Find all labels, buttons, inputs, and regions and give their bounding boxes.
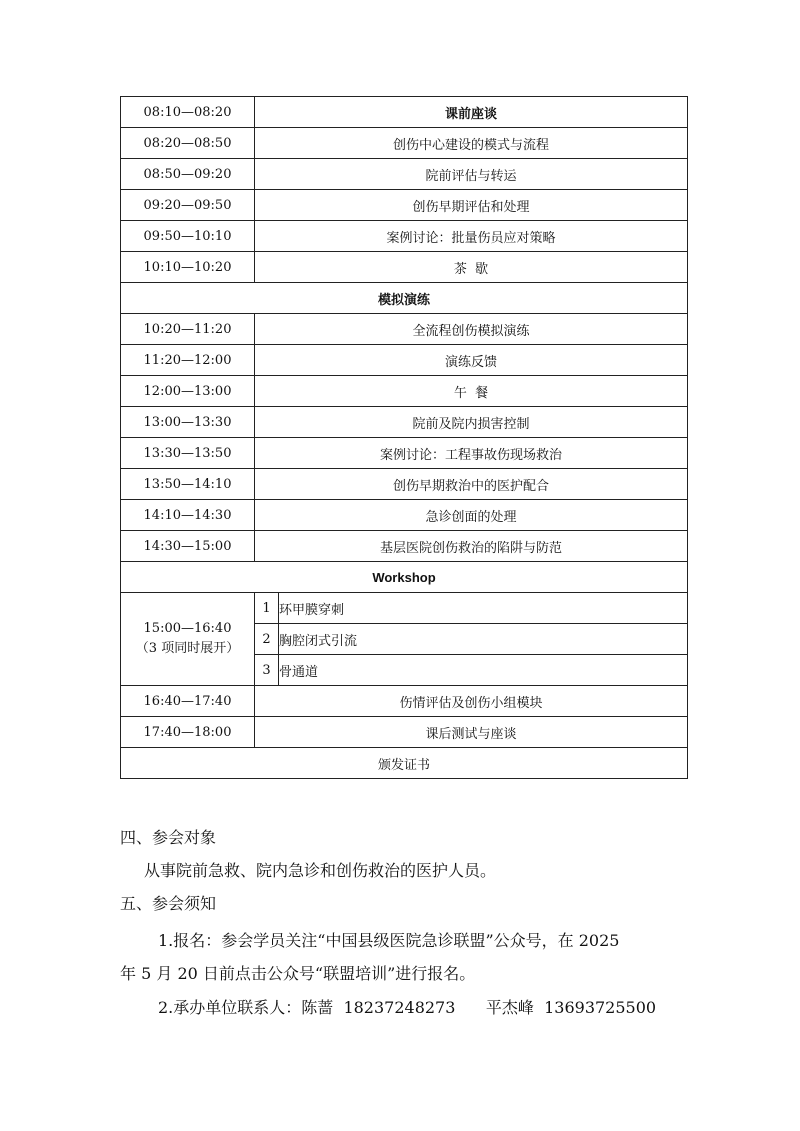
table-row xyxy=(121,438,688,469)
section4-heading: 四、参会对象 xyxy=(120,828,217,847)
workshop-item-name: 环甲膜穿刺 xyxy=(279,593,688,624)
activity-cell: 案例讨论：批量伤员应对策略 xyxy=(255,221,688,252)
table-row xyxy=(121,376,688,407)
activity-cell: 午 餐 xyxy=(255,376,688,407)
table-row xyxy=(121,686,688,717)
section5-heading: 五、参会须知 xyxy=(120,894,217,913)
table-row xyxy=(121,345,688,376)
workshop-item-name: 骨通道 xyxy=(279,655,688,686)
activity-cell: 伤情评估及创伤小组模块 xyxy=(255,686,688,717)
table-row xyxy=(121,314,688,345)
time-cell: 08:50—09:20 xyxy=(121,159,255,190)
time-cell: 16:40—17:40 xyxy=(121,686,255,717)
time-cell: 14:30—15:00 xyxy=(121,531,255,562)
activity-cell: 创伤中心建设的模式与流程 xyxy=(255,128,688,159)
activity-cell: 院前评估与转运 xyxy=(255,159,688,190)
time-cell: 10:20—11:20 xyxy=(121,314,255,345)
activity-cell: 创伤早期评估和处理 xyxy=(255,190,688,221)
table-row xyxy=(121,159,688,190)
section-header-row xyxy=(121,283,688,314)
table-row xyxy=(121,252,688,283)
activity-cell: 课后测试与座谈 xyxy=(255,717,688,748)
table-row xyxy=(121,469,688,500)
time-cell: 09:50—10:10 xyxy=(121,221,255,252)
activity-cell: 案例讨论：工程事故伤现场救治 xyxy=(255,438,688,469)
table-row xyxy=(121,500,688,531)
section-header-row xyxy=(121,562,688,593)
time-cell: 08:20—08:50 xyxy=(121,128,255,159)
table-row xyxy=(121,190,688,221)
table-row xyxy=(121,221,688,252)
registration-line-1: 1.报名：参会学员关注“中国县级医院急诊联盟”公众号，在 2025 xyxy=(158,931,620,950)
time-cell: 13:00—13:30 xyxy=(121,407,255,438)
schedule-table xyxy=(120,96,688,779)
activity-cell: 基层医院创伤救治的陷阱与防范 xyxy=(255,531,688,562)
closing-row xyxy=(121,748,688,779)
activity-cell: 演练反馈 xyxy=(255,345,688,376)
registration-line-2: 年 5 月 20 日前点击公众号“联盟培训”进行报名。 xyxy=(120,964,476,983)
time-cell: 12:00—13:00 xyxy=(121,376,255,407)
time-cell: 13:30—13:50 xyxy=(121,438,255,469)
activity-cell: 全流程创伤模拟演练 xyxy=(255,314,688,345)
activity-cell: 院前及院内损害控制 xyxy=(255,407,688,438)
table-row xyxy=(121,97,688,128)
workshop-row xyxy=(121,593,688,624)
table-row xyxy=(121,128,688,159)
contact-line: 2.承办单位联系人：陈蔷 18237248273 平杰峰 13693725500 xyxy=(158,998,657,1017)
activity-cell: 茶 歇 xyxy=(255,252,688,283)
workshop-note: （3 项同时展开） xyxy=(135,641,240,656)
time-cell: 09:20—09:50 xyxy=(121,190,255,221)
workshop-header: Workshop xyxy=(121,562,688,593)
workshop-item-name: 胸腔闭式引流 xyxy=(279,624,688,655)
section4-text: 从事院前急救、院内急诊和创伤救治的医护人员。 xyxy=(144,861,497,880)
closing-cell: 颁发证书 xyxy=(121,748,688,779)
table-row xyxy=(121,531,688,562)
time-cell: 08:10—08:20 xyxy=(121,97,255,128)
workshop-item-number: 1 xyxy=(255,593,279,624)
activity-cell: 急诊创面的处理 xyxy=(255,500,688,531)
workshop-time: 15:00—16:40 xyxy=(143,621,232,636)
workshop-item-number: 2 xyxy=(255,624,279,655)
time-cell: 10:10—10:20 xyxy=(121,252,255,283)
activity-cell: 创伤早期救治中的医护配合 xyxy=(255,469,688,500)
time-cell: 17:40—18:00 xyxy=(121,717,255,748)
workshop-item-number: 3 xyxy=(255,655,279,686)
simulation-header: 模拟演练 xyxy=(121,283,688,314)
activity-cell: 课前座谈 xyxy=(255,97,688,128)
time-cell: 13:50—14:10 xyxy=(121,469,255,500)
table-row xyxy=(121,717,688,748)
workshop-time-cell xyxy=(121,593,255,686)
time-cell: 11:20—12:00 xyxy=(121,345,255,376)
table-row xyxy=(121,407,688,438)
time-cell: 14:10—14:30 xyxy=(121,500,255,531)
